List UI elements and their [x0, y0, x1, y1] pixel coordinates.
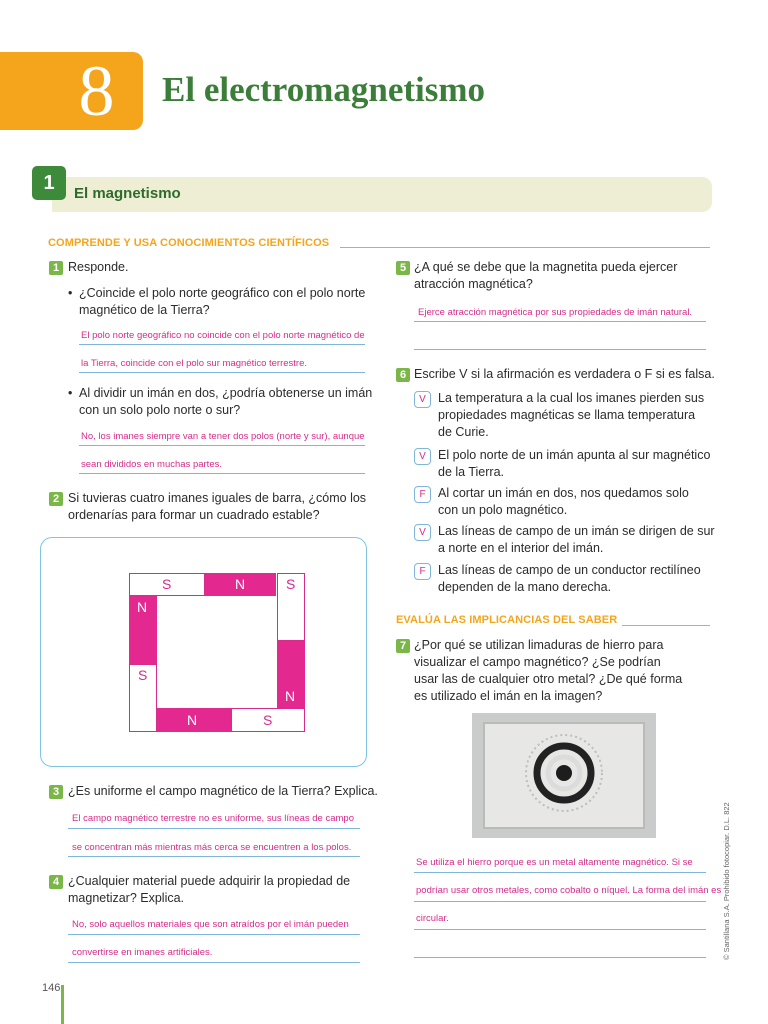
- label-bottom-n: N: [187, 712, 198, 728]
- section-number: 1: [32, 166, 66, 200]
- q1-b1-answer-2[interactable]: la Tierra, coincide con el polo sur magnético terrestre.: [81, 358, 307, 369]
- q1-b2-line1: Al dividir un imán en dos, ¿podría obtenerse un imán: [79, 386, 373, 400]
- label-left-s: S: [138, 667, 148, 683]
- q2-line1: Si tuvieras cuatro imanes iguales de barra, ¿cómo los: [68, 491, 367, 505]
- label-right-s: S: [286, 576, 296, 592]
- q5-line1: ¿A qué se debe que la magnetita pueda ejercer: [414, 260, 678, 274]
- question-number-3: 3: [49, 785, 63, 799]
- heading-rule: [622, 625, 710, 626]
- q4-line2: magnetizar? Explica.: [68, 891, 185, 905]
- copyright-notice: © Santillana S.A. Prohibido fotocopiar. D.L. 822: [722, 802, 731, 960]
- answer-line: [68, 962, 360, 963]
- q6-item2-line2: de la Tierra.: [438, 465, 505, 479]
- answer-line: [414, 901, 706, 902]
- page-bar: [61, 985, 64, 1024]
- q6-item5-line1: Las líneas de campo de un conductor rectilíneo: [438, 563, 701, 577]
- question-number-5: 5: [396, 261, 410, 275]
- answer-line: [79, 445, 365, 446]
- vf-box-3[interactable]: F: [414, 486, 431, 503]
- q4-answer-2[interactable]: convertirse en imanes artificiales.: [72, 947, 213, 958]
- answer-line: [414, 957, 706, 958]
- question-number-4: 4: [49, 875, 63, 889]
- question-number-2: 2: [49, 492, 63, 506]
- q7-answer-3[interactable]: circular.: [416, 913, 449, 924]
- q1-b2-answer-2[interactable]: sean divididos en muchas partes.: [81, 459, 222, 470]
- answer-line: [414, 929, 706, 930]
- vf-box-1[interactable]: V: [414, 391, 431, 408]
- answer-line: [79, 344, 365, 345]
- q7-answer-2[interactable]: podrían usar otros metales, como cobalto o níquel. La forma del imán es: [416, 885, 722, 896]
- bullet-icon: •: [68, 286, 73, 300]
- q6-item5-line2: dependen de la mano derecha.: [438, 580, 612, 594]
- q3-answer-2[interactable]: se concentran más mientras más cerca se encuentren a los polos.: [72, 842, 352, 853]
- q6-prompt: Escribe V si la afirmación es verdadera o F si es falsa.: [414, 367, 715, 381]
- question-number-6: 6: [396, 368, 410, 382]
- answer-line: [79, 473, 365, 474]
- question-number-1: 1: [49, 261, 63, 275]
- question-number-7: 7: [396, 639, 410, 653]
- chapter-number: 8: [78, 51, 115, 131]
- q6-item1-line1: La temperatura a la cual los imanes pierden sus: [438, 391, 705, 405]
- q7-answer-1[interactable]: Se utiliza el hierro porque es un metal altamente magnético. Si se: [416, 857, 693, 868]
- q2-line2: ordenarías para formar un cuadrado estable?: [68, 508, 320, 522]
- vf-box-2[interactable]: V: [414, 448, 431, 465]
- q3-line1: ¿Es uniforme el campo magnético de la Tierra? Explica.: [68, 784, 378, 798]
- heading-comprende: COMPRENDE Y USA CONOCIMIENTOS CIENTÍFICOS: [48, 237, 330, 249]
- q7-line2: visualizar el campo magnético? ¿Se podrían: [414, 655, 661, 669]
- q3-answer-1[interactable]: El campo magnético terrestre no es uniforme, sus líneas de campo: [72, 813, 354, 824]
- label-left-n: N: [137, 599, 148, 615]
- q7-line1: ¿Por qué se utilizan limaduras de hierro para: [414, 638, 664, 652]
- diagram-frame: [40, 537, 367, 767]
- q6-item1-line2: propiedades magnéticas se llama temperatura: [438, 408, 696, 422]
- q6-item4-line1: Las líneas de campo de un imán se dirigen de sur: [438, 524, 715, 538]
- label-top-s: S: [162, 576, 172, 592]
- q5-line2: atracción magnética?: [414, 277, 533, 291]
- q6-item2-line1: El polo norte de un imán apunta al sur magnético: [438, 448, 711, 462]
- page-number: 146: [42, 982, 61, 994]
- answer-line: [68, 934, 360, 935]
- q1-b2-answer-1[interactable]: No, los imanes siempre van a tener dos polos (norte y sur), aunque: [81, 431, 365, 442]
- q4-line1: ¿Cualquier material puede adquirir la propiedad de: [68, 874, 351, 888]
- label-top-n: N: [235, 576, 246, 592]
- chapter-title: El electromagnetismo: [162, 70, 486, 109]
- q1-b2-line2: con un solo polo norte o sur?: [79, 403, 241, 417]
- vf-box-4[interactable]: V: [414, 524, 431, 541]
- heading-rule: [340, 247, 710, 248]
- q5-answer-1[interactable]: Ejerce atracción magnética por sus propiedades de imán natural.: [418, 307, 693, 318]
- answer-line: [68, 828, 360, 829]
- q1-prompt: Responde.: [68, 260, 129, 274]
- answer-line: [68, 856, 360, 857]
- q6-item3-line1: Al cortar un imán en dos, nos quedamos solo: [438, 486, 689, 500]
- answer-line: [414, 872, 706, 873]
- q1-b1-line1: ¿Coincide el polo norte geográfico con el polo norte: [79, 286, 366, 300]
- q6-item3-line2: con un polo magnético.: [438, 503, 568, 517]
- vf-box-5[interactable]: F: [414, 563, 431, 580]
- q6-item1-line3: de Curie.: [438, 425, 489, 439]
- answer-line: [79, 372, 365, 373]
- bullet-icon: •: [68, 386, 73, 400]
- answer-line: [414, 321, 706, 322]
- q7-line3: usar las de cualquier otro metal? ¿De qué forma: [414, 672, 683, 686]
- q4-answer-1[interactable]: No, solo aquellos materiales que son atraídos por el imán pueden: [72, 919, 349, 930]
- section-title: El magnetismo: [74, 185, 181, 202]
- answer-line: [414, 349, 706, 350]
- label-bottom-s: S: [263, 712, 273, 728]
- q1-b1-line2: magnético de la Tierra?: [79, 303, 210, 317]
- q1-b1-answer-1[interactable]: El polo norte geográfico no coincide con el polo norte magnético de: [81, 330, 365, 341]
- iron-filings-photo: [472, 713, 656, 838]
- q7-line4: es utilizado el imán en la imagen?: [414, 689, 603, 703]
- q6-item4-line2: a norte en el interior del imán.: [438, 541, 604, 555]
- label-right-n: N: [285, 688, 296, 704]
- heading-evalua: EVALÚA LAS IMPLICANCIAS DEL SABER: [396, 614, 618, 626]
